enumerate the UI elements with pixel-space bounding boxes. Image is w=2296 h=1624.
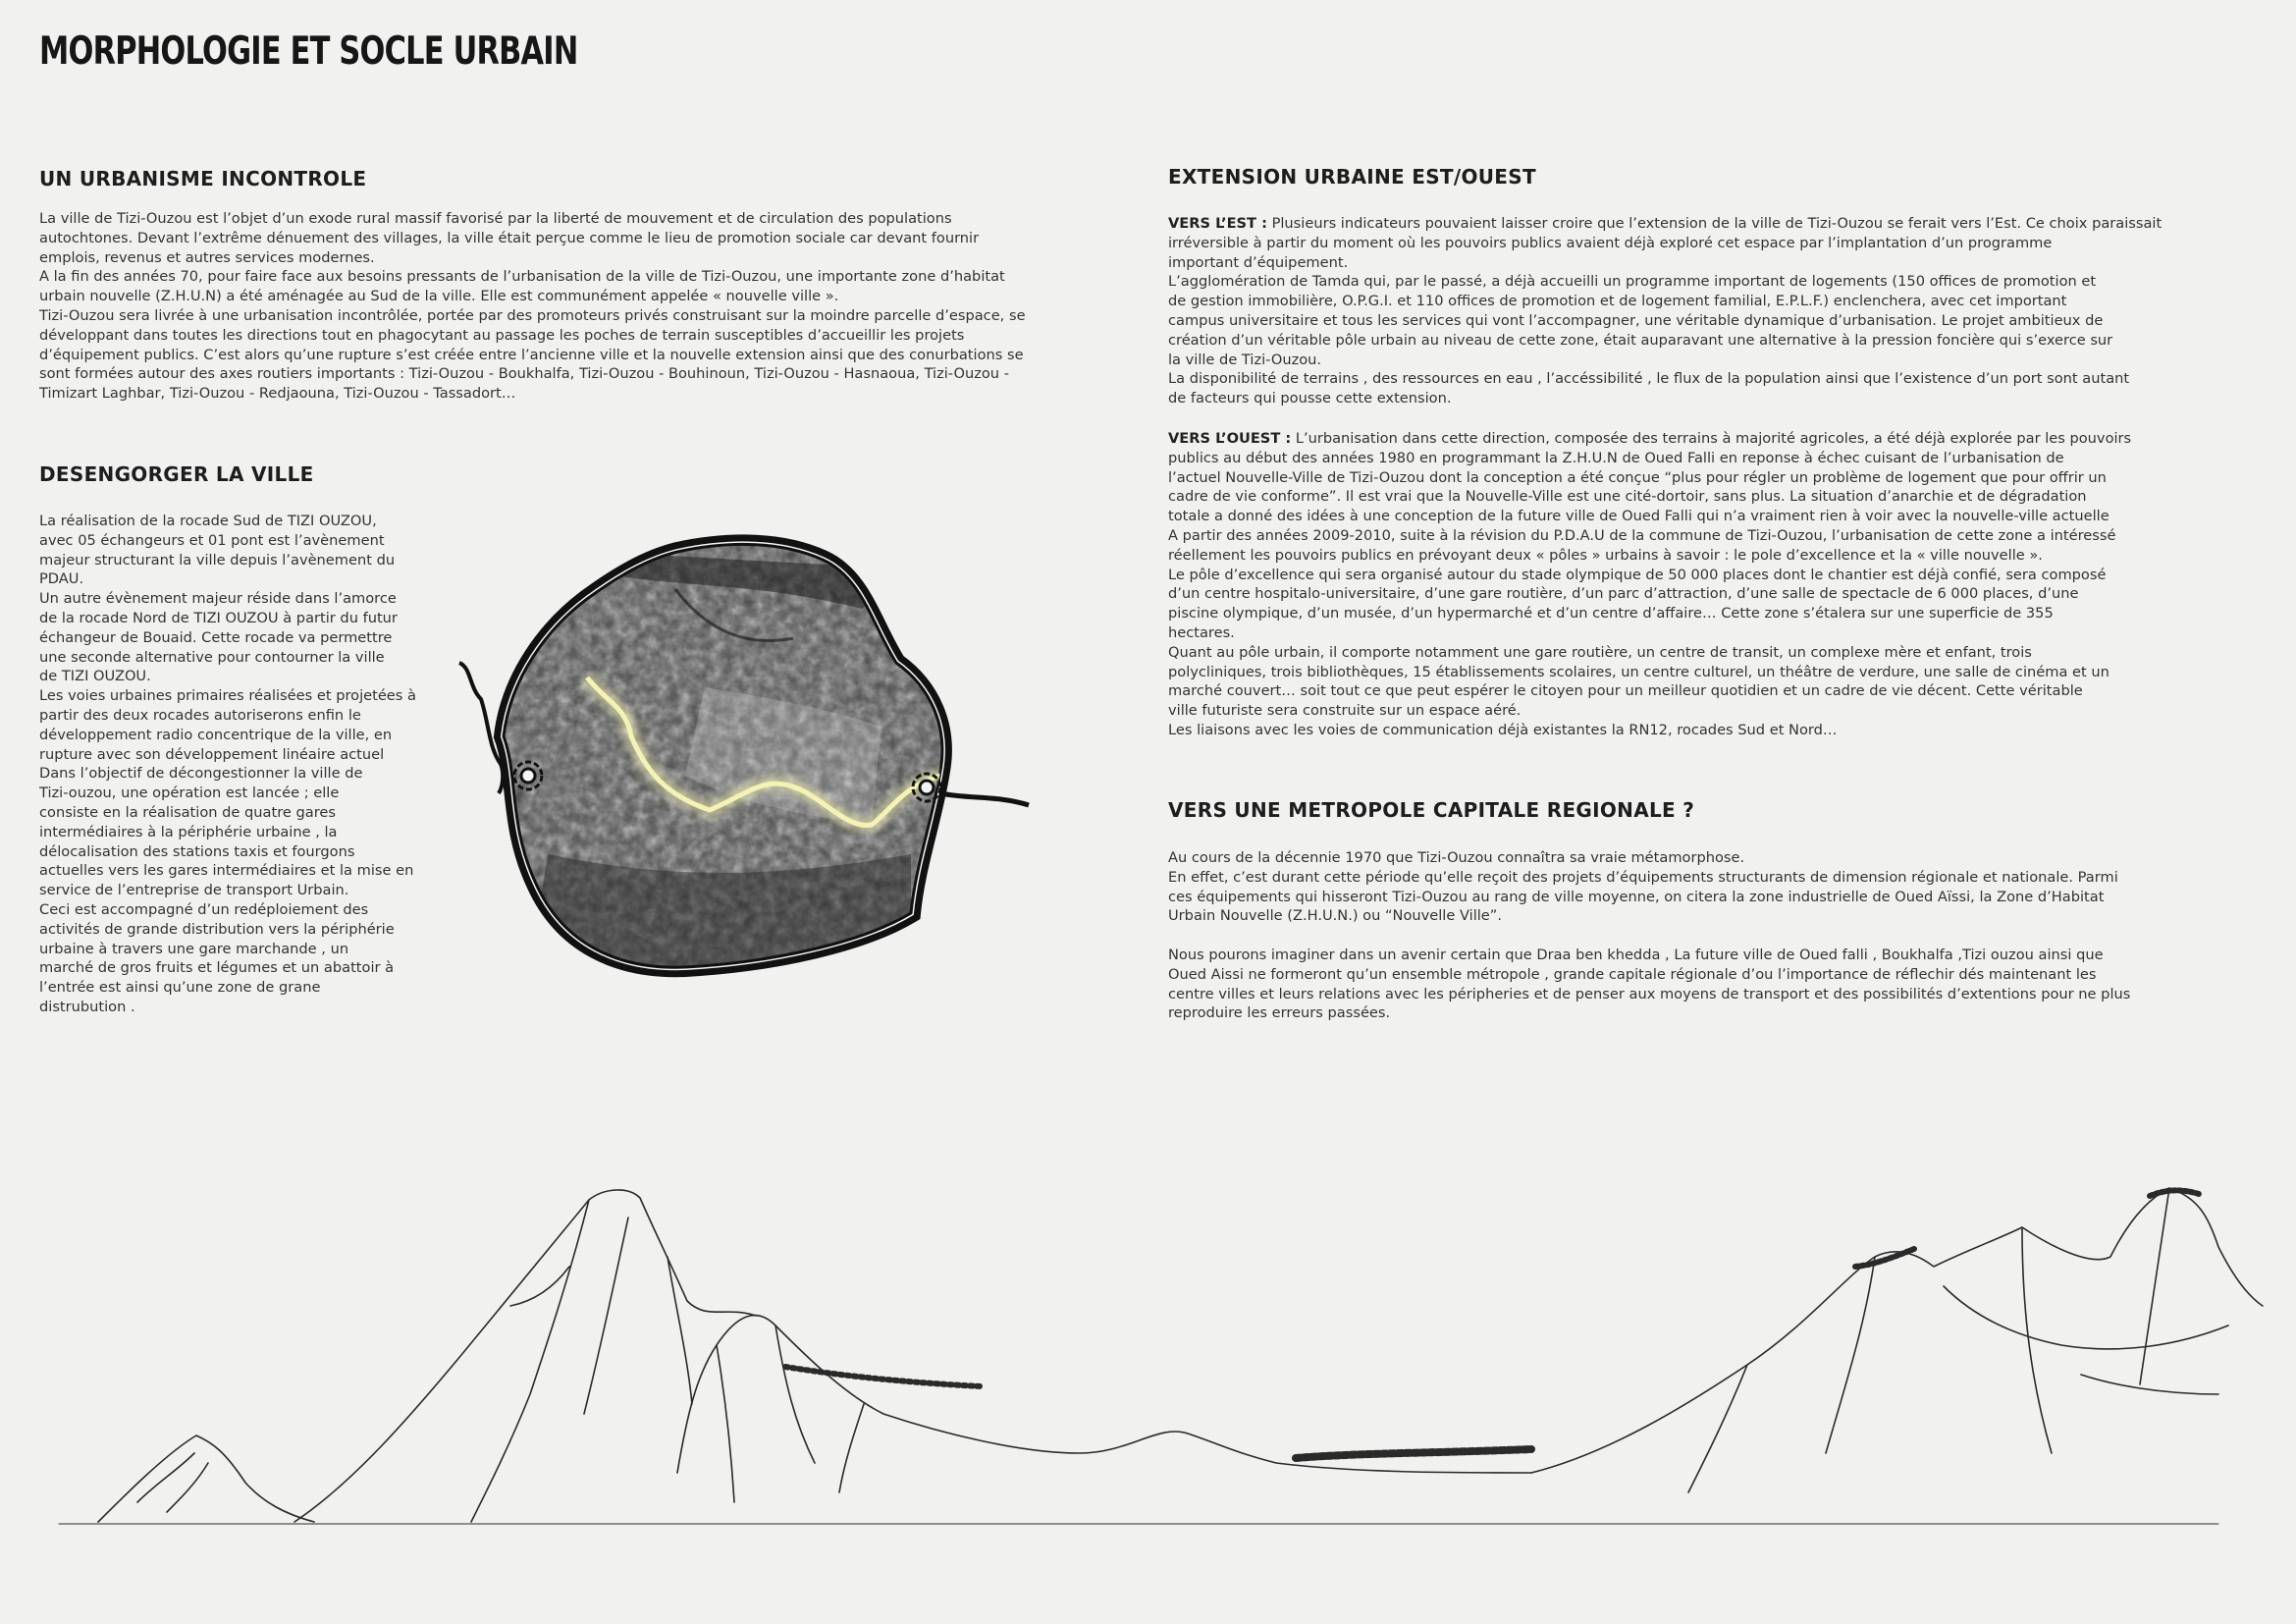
paragraph-urbanisme: La ville de Tizi-Ouzou est l’objet d’un exode rural massif favorisé par la liberté de mouvement et de circulation des populations autochtones. Devant l’extrême dénuement des villages, la ville était perçue comme le lieu de promotion sociale car devant fournir emplois, revenus et autres services modernes. A la fin des années 70, pour faire face aux besoins pressants de l’urbanisation de la ville de Tizi-Ouzou, une importante zone d’habitat urbain nouvelle (Z.H.U.N) a été aménagée au Sud de la ville. Elle est communément appelée « nouvelle ville ». Tizi-Ouzou sera livrée à une urbanisation incontrôlée, portée par des promoteurs privés construisant sur la moindre parcelle d’espace, se développant dans toutes les directions tout en phagocytant au passage les poches de terrain susceptibles d’accueillir les projets d’équipement publics. C’est alors qu’une rupture s’est créée entre l’ancienne ville et la nouvelle extension ainsi que des conurbations se sont formées autour des axes routiers importants : Tizi-Ouzou - Boukhalfa, Tizi-Ouzou - Bouhinoun, Tizi-Ouzou - Hasnaoua, Tizi-Ouzou - Timizart Laghbar, Tizi-Ouzou - Redjaouna, Tizi-Ouzou - Tassadort… [39,210,1026,403]
heading-extension: EXTENSION URBAINE EST/OUEST [1168,165,1536,189]
mountain-landscape-icon [0,1159,2296,1551]
text-vers-ouest: L’urbanisation dans cette direction, composée des terrains à majorité agricoles, a été déjà explorée par les pouvoirs publics au début des années 1980 en programmant la Z.H.U.N de Oued Falli en reponse à échec cuisant de l’urbanisation de l’actuel Nouvelle-Ville de Tizi-Ouzou dont la conception a été conçue “plus pour régler un problème de logement que pour offrir un cadre de vie conforme”. Il est vrai que la Nouvelle-Ville est une cité-dortoir, sans plus. La situation d’anarchie et de dégradation totale a donné des idées à une conception de la future ville de Oued Falli qui n’a vraiment rien à voir avec la nouvelle-ville actuelle A partir des années 2009-2010, suite à la révision du P.D.A.U de la commune de Tizi-Ouzou, l’urbanisation de cette zone a intéressé réellement les pouvoirs publics en prévoyant deux « pôles » urbains à savoir : le pole d’excellence et la « ville nouvelle ». Le pôle d’excellence qui sera organisé autour du stade olympique de 50 000 places dont le chantier est déjà confié, sera composé d’un centre hospitalo-universitaire, d’une gare routière, d’un parc d’attraction, d’une salle de spectacle de 6 000 places, d’une piscine olympique, d’un musée, d’un hypermarché et d’un centre d’affaire… Cette zone s’étalera sur une superficie de 355 hectares. Quant au pôle urbain, il comporte notamment une gare routière, un centre de transit, un complexe mère et enfant, trois polycliniques, trois bibliothèques, 15 établissements scolaires, un centre culturel, un théâtre de verdure, une salle de cinéma et un marché couvert… soit tout ce que peut espérer le citoyen pour un meilleur quotidien et un cadre de vie décent. Cette véritable ville futuriste sera construite sur un espace aéré. Les liaisons avec les voies de communication déjà existantes la RN12, rocades Sud et Nord… [1168,430,2132,738]
heading-urbanisme: UN URBANISME INCONTROLE [39,167,367,190]
paragraph-vers-ouest [1168,429,2258,740]
paragraph-desengorger: La réalisation de la rocade Sud de TIZI OUZOU, avec 05 échangeurs et 01 pont est l’avènement majeur structurant la ville depuis l’avènement du PDAU. Un autre évènement majeur réside dans l’amorce de la rocade Nord de TIZI OUZOU à partir du futur échangeur de Bouaid. Cette rocade va permettre une seconde alternative pour contourner la ville de TIZI OUZOU. Les voies urbaines primaires réalisées et projetées à partir des deux rocades autoriserons enfin le développement radio concentrique de la ville, en rupture avec son développement linéaire actuel Dans l’objectif de décongestionner la ville de Tizi-ouzou, une opération est lancée ; elle consiste en la réalisation de quatre gares intermédiaires à la périphérie urbaine , la délocalisation des stations taxis et fourgons actuelles vers les gares intermédiaires et la mise en service de l’entreprise de transport Urbain. Ceci est accompagné d’un redéploiement des activités de grande distribution vers la périphérie urbaine à travers une gare marchande , un marché de gros fruits et légumes et un abattoir à l’entrée est ainsi qu’une zone de grane distrubution . [39,513,416,1015]
paragraph-vers-est [1168,214,2258,408]
label-vers-ouest: VERS L’OUEST : [1168,430,1292,447]
heading-desengorger: DESENGORGER LA VILLE [39,462,314,486]
label-vers-est: VERS L’EST : [1168,215,1267,232]
heading-metropole: VERS UNE METROPOLE CAPITALE REGIONALE ? [1168,798,1695,822]
paragraph-metropole: Au cours de la décennie 1970 que Tizi-Ouzou connaîtra sa vraie métamorphose. En effet, c’est durant cette période qu’elle reçoit des projets d’équipements structurants de dimension régionale et nationale. Parmi ces équipements qui hisseront Tizi-Ouzou au rang de ville moyenne, on citera la zone industrielle de Oued Aïssi, la Zone d’Habitat Urbain Nouvelle (Z.H.U.N.) ou “Nouvelle Ville”. Nous pourons imaginer dans un avenir certain que Draa ben khedda , La future ville de Oued falli , Boukhalfa ,Tizi ouzou ainsi que Oued Aissi ne formeront qu’un ensemble métropole , grande capitale régionale d’ou l’importance de réflechir dés maintenant les centre villes et leurs relations avec les péripheries et de penser aux moyens de transport et des possibilités d’extentions pour ne plus reproduire les erreurs passées. [1168,849,2131,1022]
page-title: MORPHOLOGIE ET SOCLE URBAIN [39,29,578,74]
text-vers-est: Plusieurs indicateurs pouvaient laisser croire que l’extension de la ville de Tizi-Ouzou se ferait vers l’Est. Ce choix paraissait irréversible à partir du moment où les pouvoirs publics avaient déjà exploré cet espace par l’implantation d’un programme important d’équipement. L’agglomération de Tamda qui, par le passé, a déjà accueilli un programme important de logements (150 offices de promotion et de gestion immobilière, O.P.G.I. et 110 offices de promotion et de logement familial, E.P.L.F.) enclenchera, avec cet important campus universitaire et tous les services qui vont l’accompagner, une véritable dynamique d’urbanisation. Le projet ambitieux de création d’un véritable pôle urbain au niveau de cette zone, était auparavant une alternative à la pression foncière qui s’exerce sur la ville de Tizi-Ouzou. La disponibilité de terrains , des ressources en eau , l’accéssibilité , le flux de la population ainsi que l’existence d’un port sont autant de facteurs qui pousse cette extension. [1168,215,2163,407]
aerial-map-icon [450,530,1039,992]
